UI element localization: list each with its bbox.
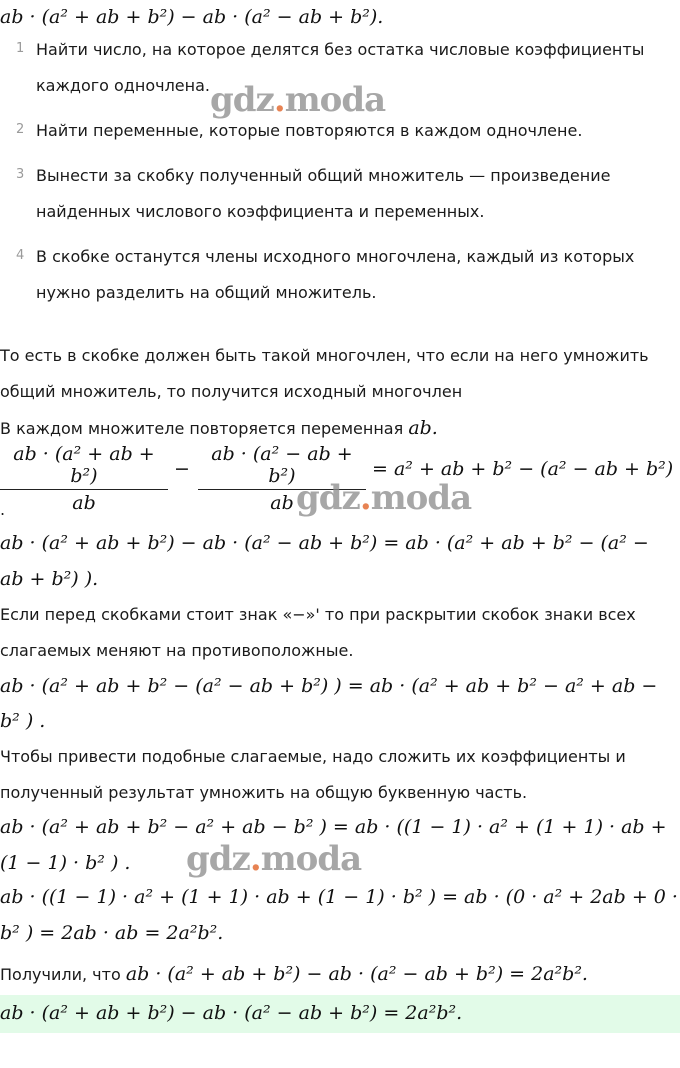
equation-2-line-2: b² ) . bbox=[0, 710, 46, 732]
problem-expression: ab · (a² + ab + b²) − ab · (a² − ab + b²). bbox=[0, 6, 384, 28]
step-number-1: 1 bbox=[16, 41, 25, 56]
answer-expression: ab · (a² + ab + b²) − ab · (a² − ab + b²) = 2a²b². bbox=[0, 1002, 463, 1024]
fraction-minus-sign: − bbox=[174, 458, 190, 480]
equation-3-line-2: (1 − 1) · b² ) . bbox=[0, 852, 131, 874]
repeat-variable-line bbox=[0, 417, 438, 439]
step-number-2: 2 bbox=[16, 122, 25, 137]
result-text: Получили, что bbox=[0, 965, 121, 984]
paragraph-1-line-1: То есть в скобке должен быть такой многочлен, что если на него умножить bbox=[0, 346, 649, 365]
fraction-tail-period: . bbox=[0, 500, 6, 519]
equation-1-line-2: ab + b²) ). bbox=[0, 568, 99, 590]
equation-3-line-1: ab · (a² + ab + b² − a² + ab − b² ) = ab · ((1 − 1) · a² + (1 + 1) · ab + bbox=[0, 816, 667, 838]
fraction-2-numerator: ab · (a² − ab + b²) bbox=[211, 443, 353, 487]
step-number-4: 4 bbox=[16, 248, 25, 263]
repeat-variable-text: В каждом множителе повторяется переменная bbox=[0, 419, 404, 438]
step-number-3: 3 bbox=[16, 167, 25, 182]
fraction-1-numerator: ab · (a² + ab + b²) bbox=[13, 443, 155, 487]
equation-2-line-1: ab · (a² + ab + b² − (a² − ab + b²) ) = ab · (a² + ab + b² − a² + ab − bbox=[0, 675, 658, 697]
step-1-line-1: Найти число, на которое делятся без остатка числовые коэффициенты bbox=[36, 40, 645, 59]
paragraph-3-line-2: полученный результат умножить на общую буквенную часть. bbox=[0, 783, 528, 802]
paragraph-2-line-1: Если перед скобками стоит знак «−»' то при раскрытии скобок знаки всех bbox=[0, 605, 636, 624]
fraction-result: = a² + ab + b² − (a² − ab + b²) bbox=[372, 458, 674, 480]
equation-4-line-1: ab · ((1 − 1) · a² + (1 + 1) · ab + (1 − 1) · b² ) = ab · (0 · a² + 2ab + 0 · bbox=[0, 886, 678, 908]
fraction-2-denominator: ab bbox=[270, 492, 294, 514]
answer-box bbox=[0, 995, 680, 1033]
paragraph-2-line-2: слагаемых меняют на противоположные. bbox=[0, 641, 354, 660]
paragraph-3-line-1: Чтобы привести подобные слагаемые, надо сложить их коэффициенты и bbox=[0, 747, 626, 766]
step-2-line-1: Найти переменные, которые повторяются в каждом одночлене. bbox=[36, 121, 583, 140]
result-line bbox=[0, 963, 588, 985]
fraction-1 bbox=[0, 443, 168, 514]
equation-1-line-1: ab · (a² + ab + b²) − ab · (a² − ab + b²) = ab · (a² + ab + b² − (a² − bbox=[0, 532, 649, 554]
fraction-1-denominator: ab bbox=[72, 492, 96, 514]
step-3-line-2: найденных числового коэффициента и переменных. bbox=[36, 202, 485, 221]
step-3-line-1: Вынести за скобку полученный общий множитель — произведение bbox=[36, 166, 611, 185]
watermark-2: gdz.moda bbox=[296, 478, 472, 518]
equation-4-line-2: b² ) = 2ab · ab = 2a²b². bbox=[0, 922, 224, 944]
repeat-variable-expr: ab. bbox=[408, 417, 438, 439]
fraction-1-bar bbox=[0, 489, 168, 490]
step-4-line-2: нужно разделить на общий множитель. bbox=[36, 283, 377, 302]
step-4-line-1: В скобке останутся члены исходного многочлена, каждый из которых bbox=[36, 247, 635, 266]
watermark-1: gdz.moda bbox=[210, 80, 386, 120]
result-expression: ab · (a² + ab + b²) − ab · (a² − ab + b²) = 2a²b². bbox=[125, 963, 588, 985]
watermark-3: gdz.moda bbox=[186, 839, 362, 879]
step-1-line-2: каждого одночлена. bbox=[36, 76, 210, 95]
paragraph-1-line-2: общий множитель, то получится исходный многочлен bbox=[0, 382, 463, 401]
